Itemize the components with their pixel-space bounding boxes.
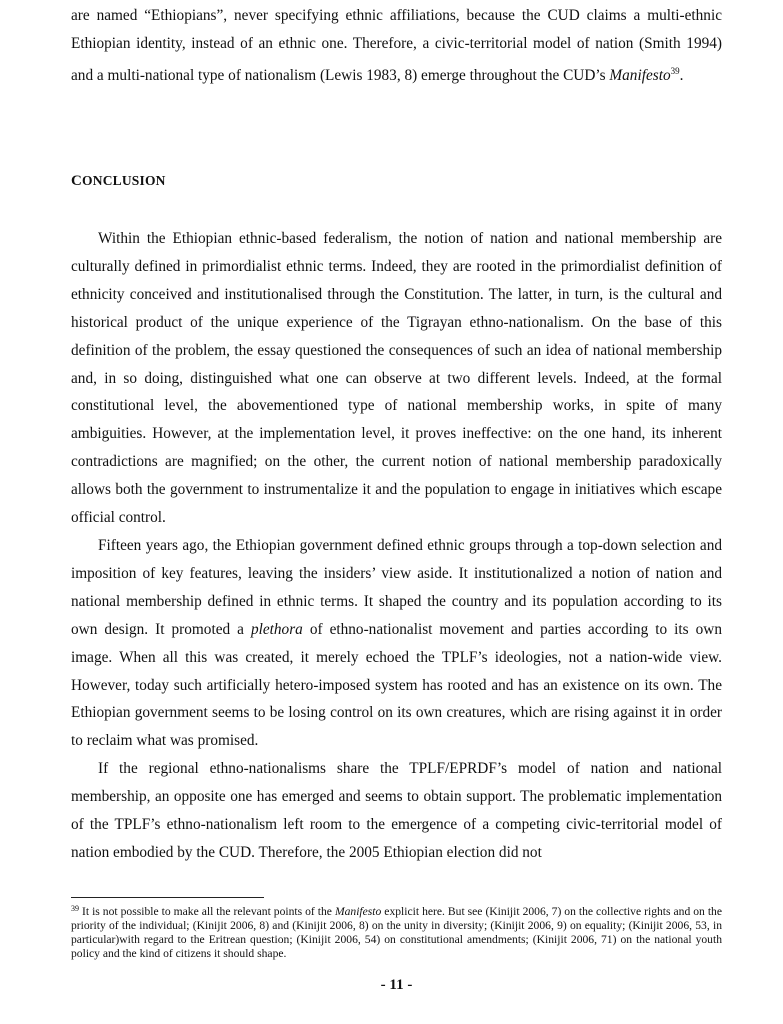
paragraph-2-italic: plethora bbox=[250, 620, 303, 638]
paragraph-2-text-a: Fifteen years ago, the Ethiopian government defined ethnic groups through a top-down selection and imposition of key features, leaving the insiders’ view aside. It institutionalized a notion of nation and national membership defined in ethnic terms. It shaped the country and its population according to its own design. It promoted a bbox=[71, 536, 722, 638]
footnote-italic: Manifesto bbox=[334, 905, 382, 918]
footnote bbox=[71, 902, 722, 961]
footnote-separator bbox=[71, 897, 264, 898]
page-number: - 11 - bbox=[380, 977, 413, 993]
footnote-text-a: It is not possible to make all the relevant points of the bbox=[82, 905, 335, 918]
paragraph-2-text-b: of ethno-nationalist movement and parties according to its own image. When all this was created, it merely echoed the TPLF’s ideologies, not a nation-wide view. However, today such artificially hetero-imposed system has rooted and has an existence on its own. The Ethiopian government seems to be losing control on its own creatures, which are rising against it in order to reclaim what was promised. bbox=[71, 620, 722, 750]
intro-paragraph bbox=[71, 2, 722, 90]
paragraph-3: If the regional ethno-nationalisms share the TPLF/EPRDF’s model of nation and national membership, an opposite one has emerged and seems to obtain support. The problematic implementation of the TPLF’s ethno-nationalism left room to the emergence of a competing civic-territorial model of nation embodied by the CUD. Therefore, the 2005 Ethiopian election did not bbox=[71, 760, 722, 861]
heading-rest: ONCLUSION bbox=[82, 173, 166, 188]
footnote-text-b: explicit here. But see (Kinijit 2006, 7) on the collective rights and on the priority of the individual; (Kinijit 2006, 8) and (Kinijit 2006, 8) on the unity in diversity; (Kinijit 2006, 9) on equality; (Kinijit 2006, 53, in particular)with regard to the Eritrean question; (Kinijit 2006, 54) on constitutional amendments; (Kinijit 2006, 71) on the national youth policy and the kind of citizens it should shape. bbox=[71, 905, 722, 960]
intro-text: are named “Ethiopians”, never specifying ethnic affiliations, because the CUD claims a multi-ethnic Ethiopian identity, instead of an ethnic one. Therefore, a civic-territorial model of nation (Smith 1994) and a multi-national type of nationalism (Lewis 1983, 8) emerge throughout the CUD’s bbox=[71, 7, 722, 84]
conclusion-body bbox=[71, 225, 722, 867]
paragraph-1: Within the Ethiopian ethnic-based federalism, the notion of nation and national membership are culturally defined in primordialist ethnic terms. Indeed, they are rooted in the primordialist definition of ethnicity conceived and institutionalised through the Constitution. The latter, in turn, is the cultural and historical product of the unique experience of the Tigrayan ethno-nationalism. On the base of this definition of the problem, the essay questioned the consequences of such an idea of national membership and, in so doing, distinguished what one can observe at two different levels. Indeed, at the formal constitutional level, the abovementioned type of national membership works, in spite of many ambiguities. However, at the implementation level, it proves ineffective: on the one hand, its inherent contradictions are magnified; on the other, the current notion of national membership paradoxically allows both the government to instrumentalize it and the population to engage in initiatives which escape official control. bbox=[71, 230, 722, 527]
heading-initial: C bbox=[71, 173, 83, 189]
footnote-number: 39 bbox=[71, 904, 79, 913]
footnote-reference[interactable]: 39 bbox=[670, 65, 680, 76]
intro-italic-title: Manifesto bbox=[609, 66, 671, 84]
intro-end: . bbox=[679, 66, 684, 84]
paragraph-2 bbox=[71, 532, 722, 755]
section-heading bbox=[71, 173, 166, 190]
